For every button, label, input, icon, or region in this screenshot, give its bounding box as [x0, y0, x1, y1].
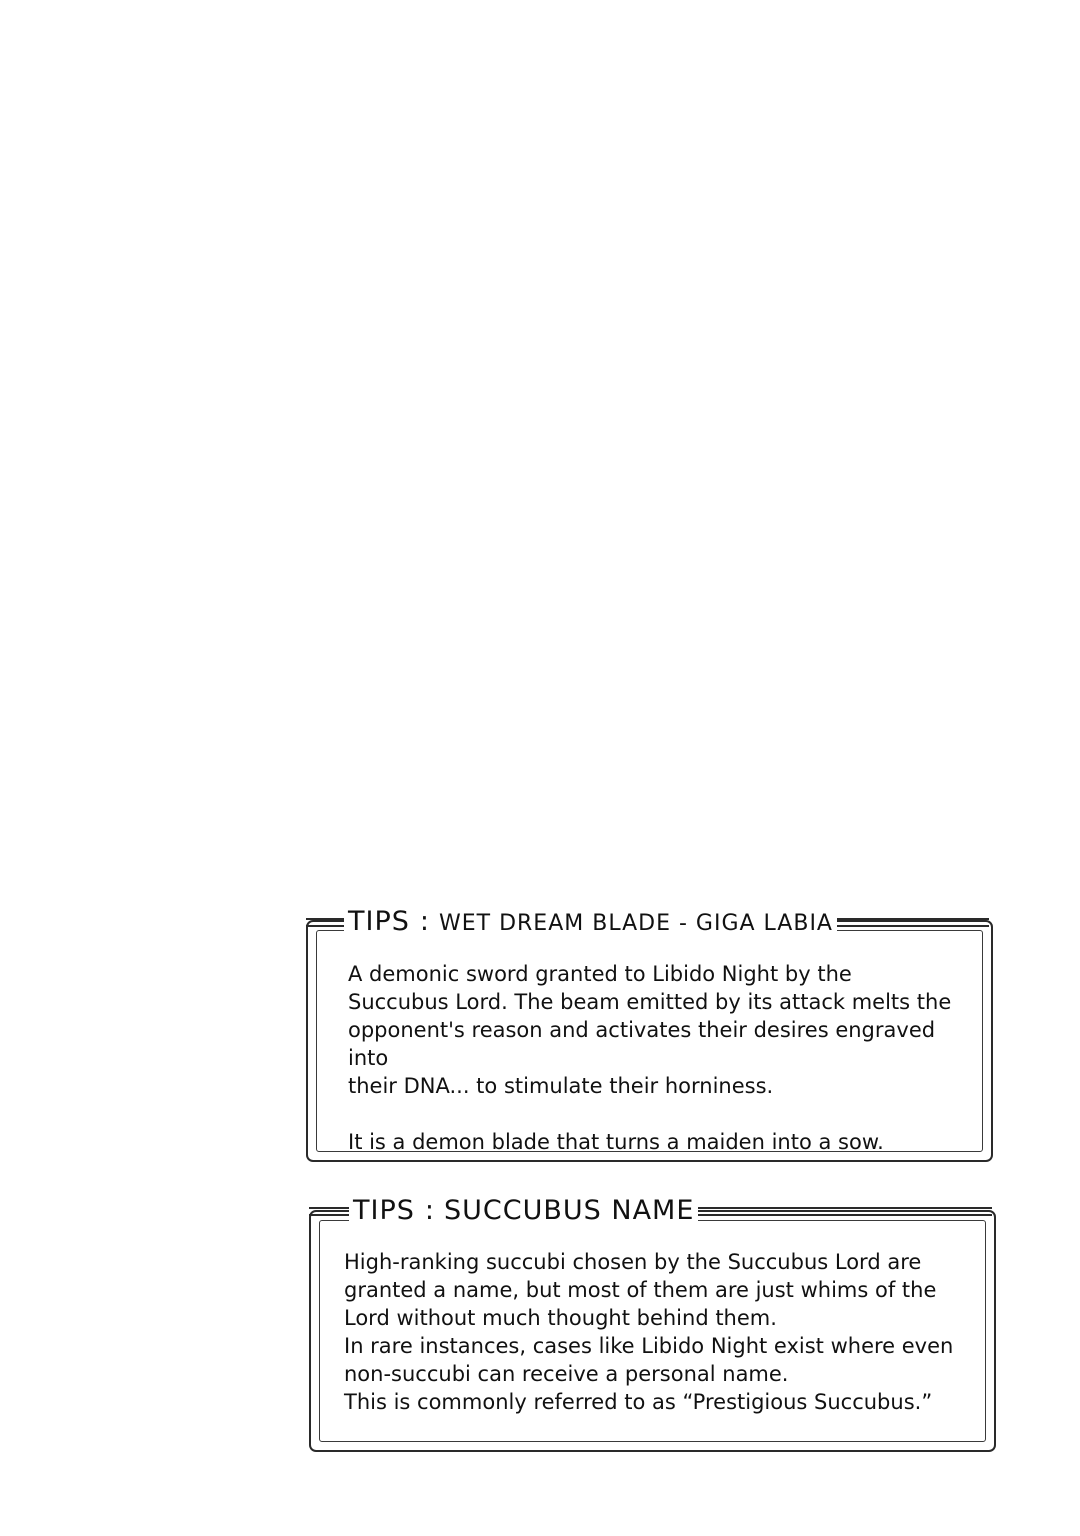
tips-separator: :: [424, 1194, 434, 1226]
tips-paragraph: It is a demon blade that turns a maiden into a sow.: [348, 1130, 884, 1154]
tips-paragraph: A demonic sword granted to Libido Night by the Succubus Lord. The beam emitted by its attack melts the opponent's reason and activates their desires engraved into their DNA... to stimulate their horniness.: [348, 962, 952, 1098]
tips-separator: :: [419, 905, 429, 937]
tips-topic: SUCCUBUS NAME: [444, 1194, 695, 1226]
header-rule-left: [306, 918, 344, 927]
tips-header: [309, 1194, 996, 1226]
header-rule-left: [309, 1207, 349, 1216]
tips-title: [344, 906, 837, 937]
header-rule-right: [698, 1207, 992, 1216]
tips-label: TIPS: [348, 905, 410, 937]
tips-body: [348, 960, 978, 1156]
tips-header: [306, 906, 993, 936]
tips-box-wet-dream-blade: [306, 906, 993, 1162]
tips-topic: WET DREAM BLADE - GIGA LABIA: [439, 910, 833, 936]
tips-box-succubus-name: [309, 1194, 996, 1452]
header-rule-right: [837, 918, 989, 927]
tips-label: TIPS: [353, 1194, 415, 1226]
tips-paragraph: High-ranking succubi chosen by the Succubus Lord are granted a name, but most of them are just whims of the Lord without much thought behind them. In rare instances, cases like Libido Night exist where even non-succubi can receive a personal name. This is commonly referred to as “Prestigious Succubus.”: [344, 1250, 954, 1414]
tips-body: [344, 1248, 984, 1416]
tips-title: [349, 1195, 698, 1226]
